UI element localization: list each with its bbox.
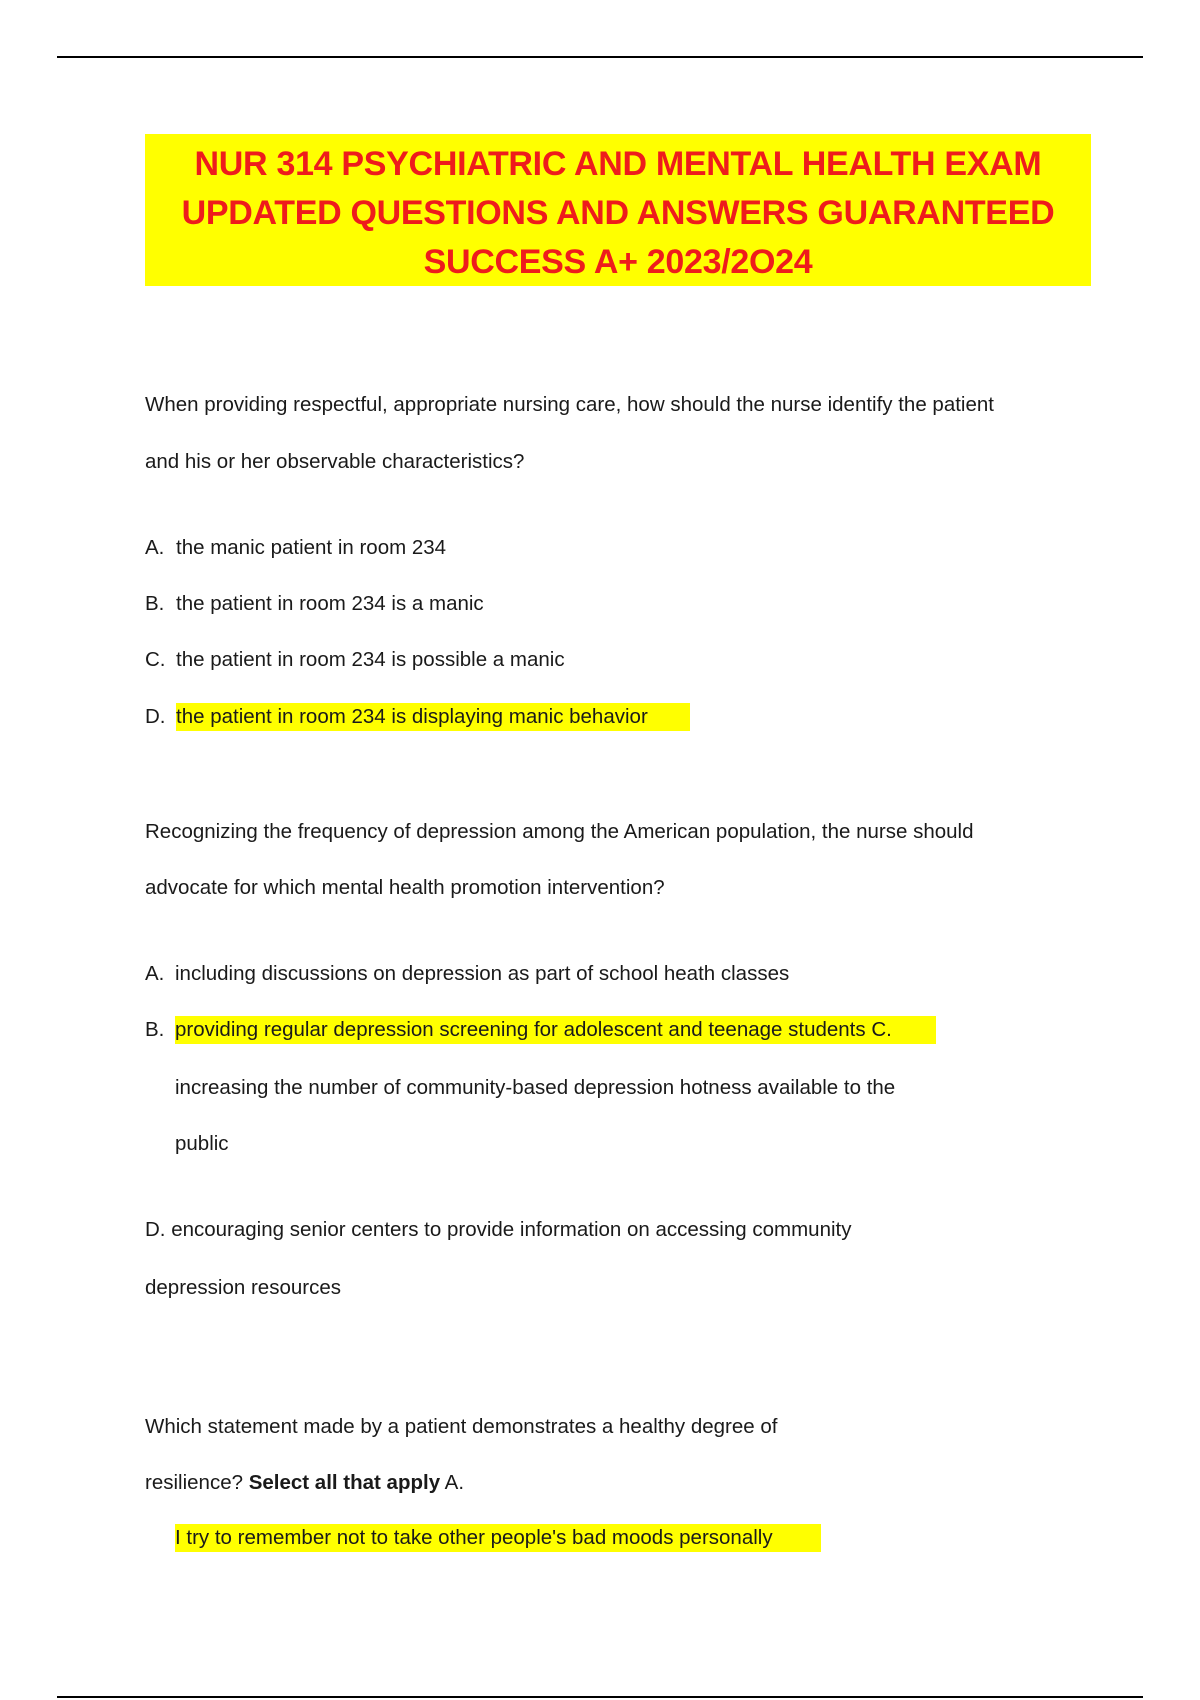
question-2-option-c-line-2: public [175, 1132, 229, 1155]
option-text: including discussions on depression as part of school heath classes [175, 962, 790, 985]
option-letter: A. [145, 962, 165, 985]
question-2-option-d-line-2: depression resources [145, 1276, 341, 1299]
top-rule [57, 56, 1143, 58]
question-2-option-c-line-1: increasing the number of community-based depression hotness available to the [175, 1076, 896, 1099]
option-letter: A. [440, 1471, 465, 1494]
question-2-option-d-line-1: D. encouraging senior centers to provide information on accessing community [145, 1218, 852, 1241]
option-letter: A. [145, 536, 165, 559]
question-2-stem-line-1: Recognizing the frequency of depression among the American population, the nurse should [145, 820, 974, 843]
question-1-stem-line-1: When providing respectful, appropriate nursing care, how should the nurse identify the patient [145, 393, 994, 416]
option-letter: B. [145, 592, 165, 615]
option-text-highlighted: the patient in room 234 is displaying manic behavior [176, 703, 690, 731]
title-banner [145, 134, 1091, 286]
title-line-3: SUCCESS A+ 2023/2O24 [423, 243, 813, 281]
option-text: the manic patient in room 234 [176, 536, 447, 559]
stem-text: resilience? [145, 1471, 243, 1494]
option-letter: C. [145, 648, 166, 671]
bottom-rule [57, 1696, 1143, 1698]
title-line-1: NUR 314 PSYCHIATRIC AND MENTAL HEALTH EXAM [194, 145, 1042, 183]
question-3-option-a-highlighted: I try to remember not to take other people's bad moods personally [175, 1524, 821, 1552]
question-3-stem-line-2 [145, 1469, 464, 1497]
option-text: the patient in room 234 is possible a manic [176, 648, 565, 671]
question-1-stem-line-2: and his or her observable characteristics? [145, 450, 525, 473]
question-2-stem-line-2: advocate for which mental health promotion intervention? [145, 876, 665, 899]
title-line-2: UPDATED QUESTIONS AND ANSWERS GUARANTEED [181, 194, 1055, 232]
option-text-highlighted: providing regular depression screening for adolescent and teenage students C. [175, 1016, 936, 1044]
option-letter: D. [145, 705, 166, 728]
question-3-stem-line-1: Which statement made by a patient demonstrates a healthy degree of [145, 1415, 778, 1438]
select-all-instruction: Select all that apply [248, 1471, 441, 1494]
option-letter: B. [145, 1018, 165, 1041]
option-text: the patient in room 234 is a manic [176, 592, 484, 615]
